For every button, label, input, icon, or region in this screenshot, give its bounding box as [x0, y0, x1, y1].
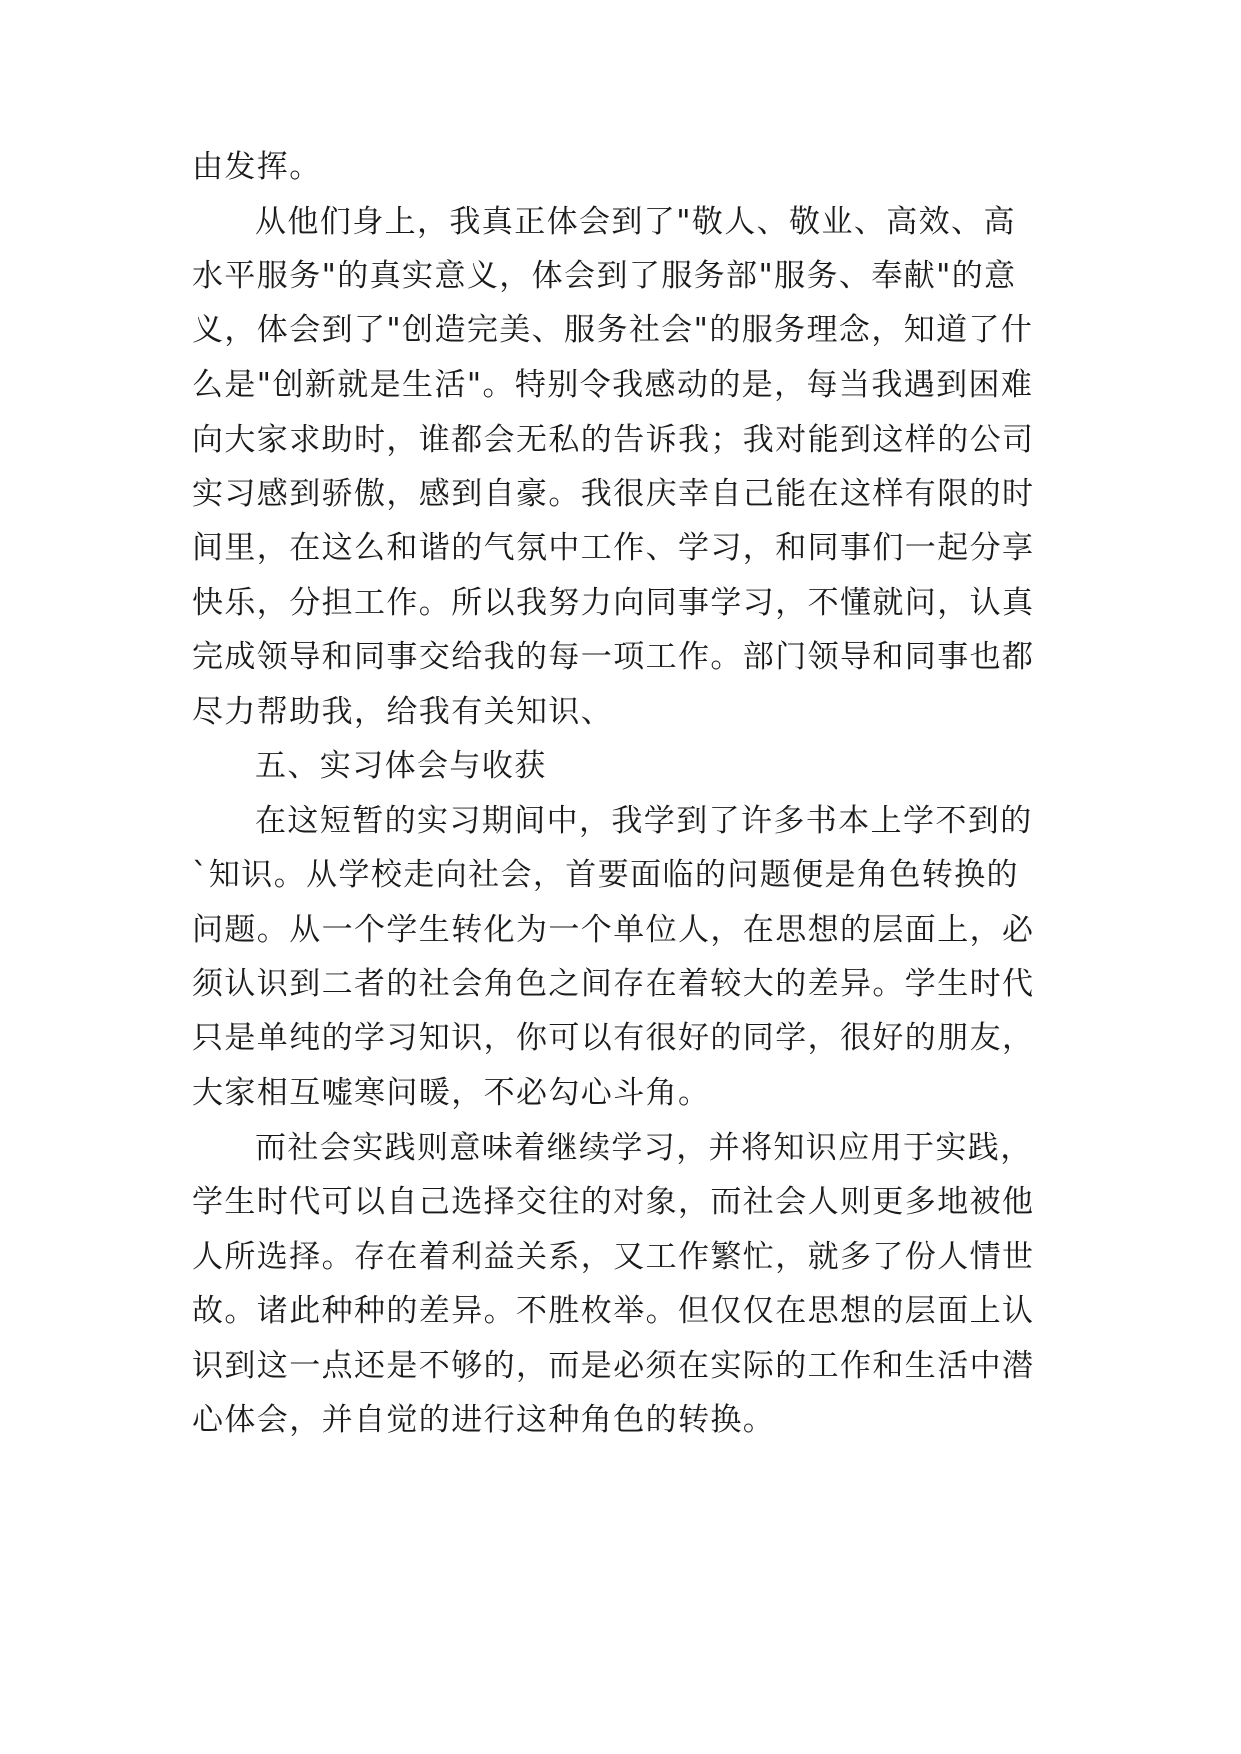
paragraph-first-line: 在这短暂的实习期间中，我学到了许多书本上学不到的 — [255, 803, 1033, 839]
text-line: 向大家求助时，谁都会无私的告诉我；我对能到这样的公司 — [192, 422, 1035, 458]
text-line: 大家相互嘘寒问暖，不必勾心斗角。 — [192, 1075, 711, 1111]
text-line: 人所选择。存在着利益关系，又工作繁忙，就多了份人情世 — [192, 1239, 1035, 1275]
text-line: 么是"创新就是生活"。特别令我感动的是，每当我遇到困难 — [192, 367, 1034, 403]
section-heading: 五、实习体会与收获 — [255, 748, 547, 784]
text-line: 间里，在这么和谐的气氛中工作、学习，和同事们一起分享 — [192, 530, 1035, 566]
text-line: 实习感到骄傲，感到自豪。我很庆幸自己能在这样有限的时 — [192, 476, 1035, 512]
text-line: 完成领导和同事交给我的每一项工作。部门领导和同事也都 — [192, 639, 1035, 675]
text-line: 义，体会到了"创造完美、服务社会"的服务理念，知道了什 — [192, 312, 1034, 348]
text-line: 只是单纯的学习知识，你可以有很好的同学，很好的朋友， — [192, 1020, 1035, 1056]
text-line: 水平服务"的真实意义，体会到了服务部"服务、奉献"的意 — [192, 258, 1017, 294]
paragraph-first-line: 而社会实践则意味着继续学习，并将知识应用于实践， — [255, 1130, 1033, 1166]
text-line: 须认识到二者的社会角色之间存在着较大的差异。学生时代 — [192, 966, 1035, 1002]
text-line: 学生时代可以自己选择交往的对象，而社会人则更多地被他 — [192, 1184, 1035, 1220]
text-line: 心体会，并自觉的进行这种角色的转换。 — [192, 1402, 776, 1438]
text-line: 问题。从一个学生转化为一个单位人，在思想的层面上，必 — [192, 912, 1035, 948]
paragraph-first-line: 从他们身上，我真正体会到了"敬人、敬业、高效、高 — [255, 204, 1016, 240]
text-line: 尽力帮助我，给我有关知识、 — [192, 694, 614, 730]
text-line: 识到这一点还是不够的，而是必须在实际的工作和生活中潜 — [192, 1348, 1035, 1384]
text-line: 快乐，分担工作。所以我努力向同事学习，不懂就问，认真 — [192, 585, 1035, 621]
text-line: `知识。从学校走向社会，首要面临的问题便是角色转换的 — [192, 857, 1019, 893]
text-line: 由发挥。 — [192, 149, 322, 185]
text-line: 故。诸此种种的差异。不胜枚举。但仅仅在思想的层面上认 — [192, 1293, 1035, 1329]
